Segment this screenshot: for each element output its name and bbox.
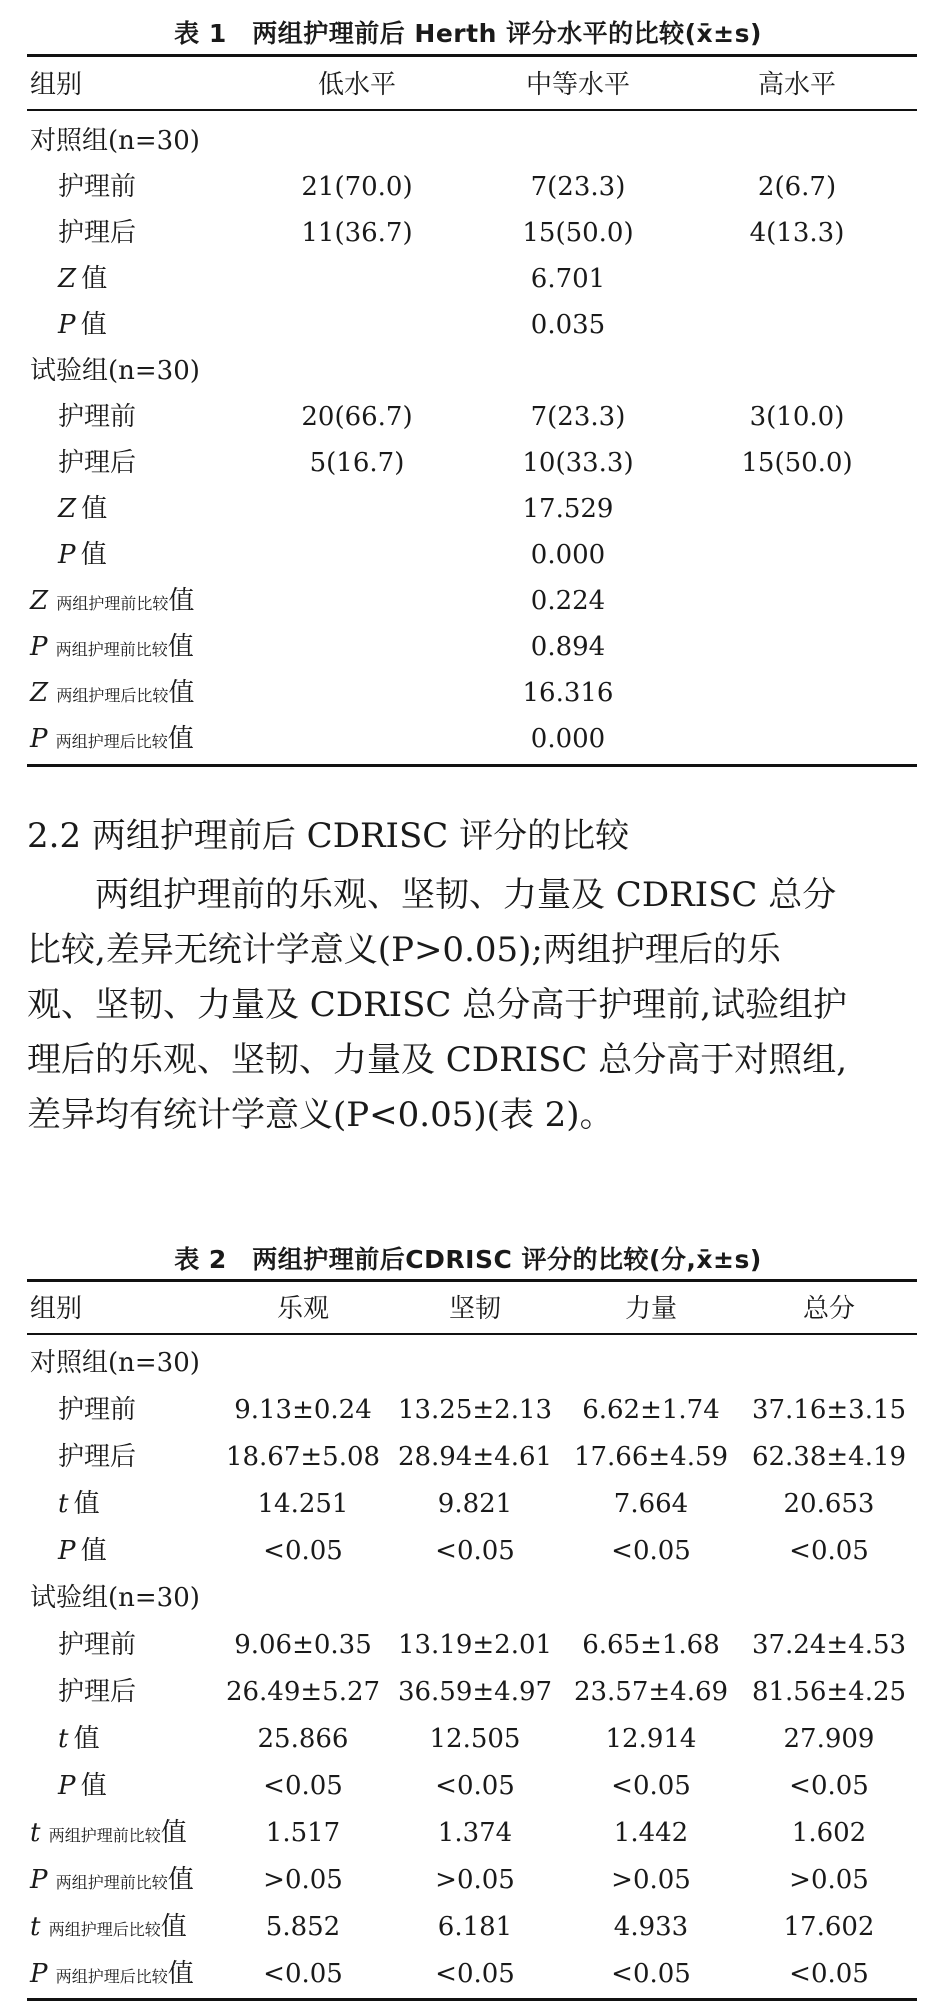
cell-value: 0.224 xyxy=(530,586,606,616)
cell-value: 81.56±4.25 xyxy=(751,1677,907,1707)
cell-value: 1.517 xyxy=(265,1818,341,1848)
cell-value: <0.05 xyxy=(263,1959,343,1989)
cell-value: 17.602 xyxy=(783,1912,875,1942)
table-row xyxy=(0,1669,936,1715)
cell-value: <0.05 xyxy=(789,1771,869,1801)
cell-value: 12.505 xyxy=(429,1724,521,1754)
table-row xyxy=(0,1716,936,1762)
row-label: Z 值 xyxy=(58,494,108,524)
header-total: 总分 xyxy=(802,1294,855,1324)
table2-header-row xyxy=(0,1286,936,1332)
row-label: Z 两组护理前比较值 xyxy=(30,586,195,616)
table-row xyxy=(0,1434,936,1480)
cell-value: <0.05 xyxy=(263,1771,343,1801)
cell-value: <0.05 xyxy=(611,1959,691,1989)
cell-value: 25.866 xyxy=(257,1724,349,1754)
cell-value: 26.49±5.27 xyxy=(225,1677,381,1707)
group-label-control: 对照组(n=30) xyxy=(30,1348,200,1378)
row-label: 护理前 xyxy=(58,1630,137,1660)
cell-value: 62.38±4.19 xyxy=(751,1442,907,1472)
row-label: t 两组护理前比较值 xyxy=(30,1818,187,1848)
cell-value: 6.65±1.68 xyxy=(582,1630,720,1660)
cell-value: 21(70.0) xyxy=(301,172,413,202)
row-label: 护理前 xyxy=(58,1395,137,1425)
cell-value: 16.316 xyxy=(522,678,614,708)
cell-value: 27.909 xyxy=(783,1724,875,1754)
row-label: Z 值 xyxy=(58,264,108,294)
table-row xyxy=(0,164,936,210)
cell-value: 15(50.0) xyxy=(741,448,853,478)
table-row xyxy=(0,1481,936,1527)
table1-header-row xyxy=(0,62,936,108)
table-row xyxy=(0,440,936,486)
cell-value: 2(6.7) xyxy=(757,172,837,202)
table-row xyxy=(0,210,936,256)
table1-header-rule xyxy=(27,109,917,111)
cell-value: <0.05 xyxy=(611,1771,691,1801)
table-row xyxy=(0,256,936,302)
table2-header-rule xyxy=(27,1333,917,1335)
row-label: 护理后 xyxy=(58,1442,137,1472)
cell-value: 20(66.7) xyxy=(301,402,413,432)
paragraph-line: 观、坚韧、力量及 CDRISC 总分高于护理前,试验组护 xyxy=(27,985,848,1025)
paragraph-line: 比较,差异无统计学意义(P>0.05);两组护理后的乐 xyxy=(27,930,781,970)
cell-value: 0.000 xyxy=(530,724,606,754)
cell-value: 15(50.0) xyxy=(522,218,634,248)
cell-value: <0.05 xyxy=(435,1771,515,1801)
cell-value: 0.894 xyxy=(530,632,606,662)
cell-value: 5.852 xyxy=(265,1912,341,1942)
table-row xyxy=(0,1857,936,1903)
header-strength: 力量 xyxy=(624,1294,677,1324)
paragraph-line: 差异均有统计学意义(P<0.05)(表 2)。 xyxy=(27,1095,614,1135)
cell-value: 17.66±4.59 xyxy=(573,1442,729,1472)
row-label: t 两组护理后比较值 xyxy=(30,1912,187,1942)
group-label-control: 对照组(n=30) xyxy=(30,126,200,156)
cell-value: <0.05 xyxy=(611,1536,691,1566)
row-label: P 两组护理后比较值 xyxy=(30,724,194,754)
cell-value: <0.05 xyxy=(789,1536,869,1566)
cell-value: 7(23.3) xyxy=(530,402,626,432)
cell-value: 4.933 xyxy=(613,1912,689,1942)
table-row xyxy=(0,394,936,440)
cell-value: 9.821 xyxy=(437,1489,513,1519)
row-label: t 值 xyxy=(58,1489,100,1519)
row-label: P 两组护理后比较值 xyxy=(30,1959,194,1989)
row-label: 护理后 xyxy=(58,448,137,478)
table-row xyxy=(0,1951,936,1997)
cell-value: >0.05 xyxy=(611,1865,691,1895)
section-heading: 2.2 两组护理前后 CDRISC 评分的比较 xyxy=(27,816,630,856)
table1-bottom-rule xyxy=(27,764,917,767)
cell-value: 0.000 xyxy=(530,540,606,570)
table1-caption: 表 1 两组护理前后 Herth 评分水平的比较(x̄±s) xyxy=(174,19,762,48)
header-low: 低水平 xyxy=(317,70,396,100)
cell-value: 18.67±5.08 xyxy=(225,1442,381,1472)
row-label: P 两组护理前比较值 xyxy=(30,632,194,662)
cell-value: 6.701 xyxy=(530,264,606,294)
row-label: 护理后 xyxy=(58,218,137,248)
cell-value: <0.05 xyxy=(789,1959,869,1989)
cell-value: 12.914 xyxy=(605,1724,697,1754)
table1-top-rule xyxy=(27,54,917,57)
cell-value: 5(16.7) xyxy=(309,448,405,478)
header-tenacity: 坚韧 xyxy=(448,1294,501,1324)
cell-value: 7(23.3) xyxy=(530,172,626,202)
cell-value: >0.05 xyxy=(263,1865,343,1895)
row-label: Z 两组护理后比较值 xyxy=(30,678,195,708)
cell-value: 6.62±1.74 xyxy=(582,1395,720,1425)
table-row xyxy=(0,486,936,532)
cell-value: 1.442 xyxy=(613,1818,689,1848)
row-label: 护理前 xyxy=(58,172,137,202)
row-label: P 两组护理前比较值 xyxy=(30,1865,194,1895)
cell-value: 3(10.0) xyxy=(749,402,845,432)
cell-value: 9.13±0.24 xyxy=(234,1395,372,1425)
row-label: P 值 xyxy=(58,310,107,340)
cell-value: >0.05 xyxy=(789,1865,869,1895)
cell-value: 10(33.3) xyxy=(522,448,634,478)
cell-value: >0.05 xyxy=(435,1865,515,1895)
cell-value: <0.05 xyxy=(263,1536,343,1566)
table-row xyxy=(0,716,936,762)
cell-value: 6.181 xyxy=(437,1912,513,1942)
cell-value: 13.25±2.13 xyxy=(397,1395,553,1425)
cell-value: 1.602 xyxy=(791,1818,867,1848)
cell-value: 11(36.7) xyxy=(301,218,413,248)
table-row xyxy=(0,624,936,670)
table-row xyxy=(0,1575,936,1621)
row-label: 护理后 xyxy=(58,1677,137,1707)
cell-value: 14.251 xyxy=(257,1489,349,1519)
table-row xyxy=(0,1763,936,1809)
cell-value: 37.16±3.15 xyxy=(751,1395,907,1425)
row-label: P 值 xyxy=(58,1536,107,1566)
cell-value: <0.05 xyxy=(435,1959,515,1989)
row-label: 护理前 xyxy=(58,402,137,432)
cell-value: 4(13.3) xyxy=(749,218,845,248)
header-optimism: 乐观 xyxy=(276,1294,329,1324)
table-row xyxy=(0,348,936,394)
cell-value: 20.653 xyxy=(783,1489,875,1519)
table-row xyxy=(0,118,936,164)
table-row xyxy=(0,1810,936,1856)
group-label-trial: 试验组(n=30) xyxy=(30,1583,200,1613)
table-row xyxy=(0,302,936,348)
table-row xyxy=(0,1904,936,1950)
cell-value: 9.06±0.35 xyxy=(234,1630,372,1660)
row-label: P 值 xyxy=(58,1771,107,1801)
group-label-trial: 试验组(n=30) xyxy=(30,356,200,386)
cell-value: 17.529 xyxy=(522,494,614,524)
cell-value: 36.59±4.97 xyxy=(397,1677,553,1707)
table2-top-rule xyxy=(27,1279,917,1282)
row-label: t 值 xyxy=(58,1724,100,1754)
cell-value: 13.19±2.01 xyxy=(397,1630,553,1660)
table-row xyxy=(0,1340,936,1386)
cell-value: 0.035 xyxy=(530,310,606,340)
table2-bottom-rule xyxy=(27,1998,917,2001)
table-row xyxy=(0,670,936,716)
header-group: 组别 xyxy=(30,70,83,100)
header-mid: 中等水平 xyxy=(525,70,630,100)
table2-caption: 表 2 两组护理前后CDRISC 评分的比较(分,x̄±s) xyxy=(174,1245,762,1274)
cell-value: <0.05 xyxy=(435,1536,515,1566)
cell-value: 23.57±4.69 xyxy=(573,1677,729,1707)
cell-value: 37.24±4.53 xyxy=(751,1630,907,1660)
table-row xyxy=(0,1387,936,1433)
row-label: P 值 xyxy=(58,540,107,570)
cell-value: 7.664 xyxy=(613,1489,689,1519)
table-row xyxy=(0,1528,936,1574)
table-row xyxy=(0,532,936,578)
cell-value: 28.94±4.61 xyxy=(397,1442,553,1472)
table-row xyxy=(0,578,936,624)
paragraph-line: 两组护理前的乐观、坚韧、力量及 CDRISC 总分 xyxy=(27,875,837,915)
header-group: 组别 xyxy=(30,1294,83,1324)
table-row xyxy=(0,1622,936,1668)
cell-value: 1.374 xyxy=(437,1818,513,1848)
header-high: 高水平 xyxy=(757,70,836,100)
paragraph-line: 理后的乐观、坚韧、力量及 CDRISC 总分高于对照组, xyxy=(27,1040,848,1080)
